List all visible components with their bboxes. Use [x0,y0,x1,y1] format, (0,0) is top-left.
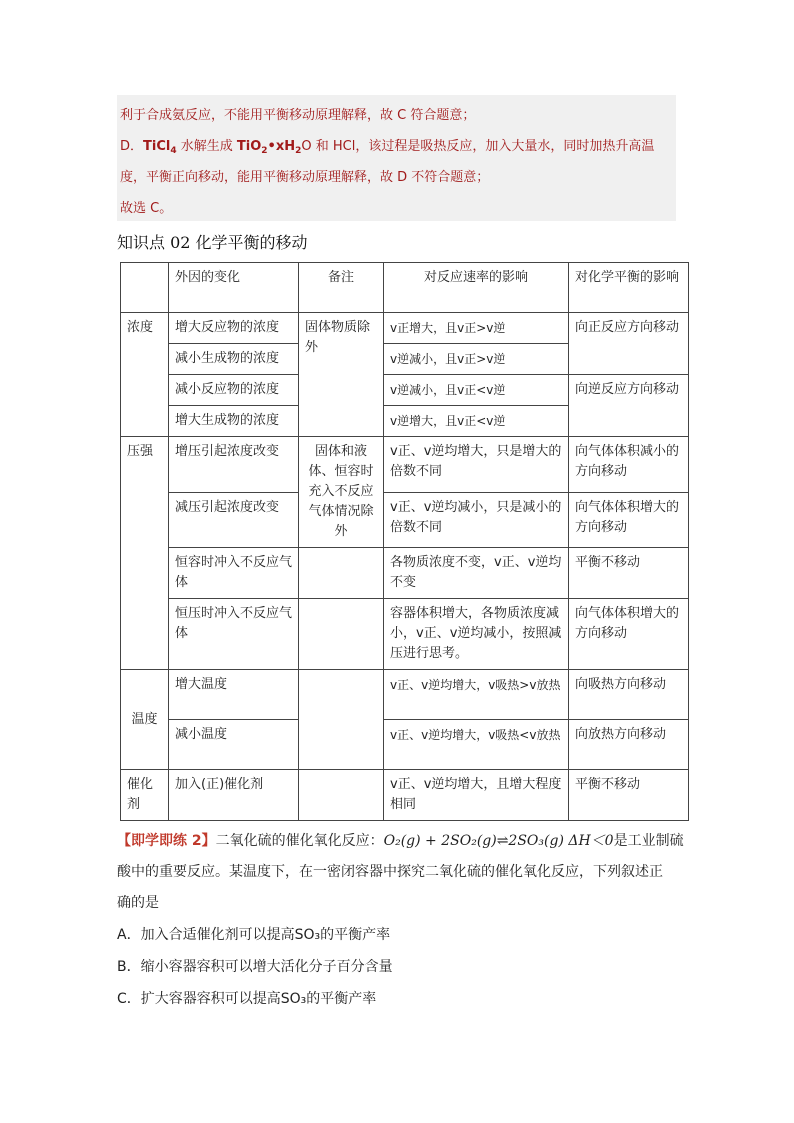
change-cell: 增压引起浓度改变 [169,437,299,493]
header-effect: 对化学平衡的影响 [569,263,689,313]
header-change: 外因的变化 [169,263,299,313]
factor-concentration: 浓度 [121,313,169,437]
rate-cell: v逆减小，且v正<v逆 [384,375,569,406]
exercise-intro-tail: 是工业制硫 [613,833,684,849]
option-a[interactable]: A．加入合适催化剂可以提高SO₃的平衡产率 [117,927,391,943]
xh-formula: •xH [267,139,296,154]
note-pressure: 固体和液体、恒容时充入不反应气体情况除外 [299,437,384,548]
change-cell: 恒容时冲入不反应气体 [169,548,299,599]
option-c[interactable]: C．扩大容器容积可以提高SO₃的平衡产率 [117,991,377,1007]
exercise-line-2: 酸中的重要反应。某温度下，在一密闭容器中探究二氧化硫的催化氧化反应，下列叙述正 [117,864,663,880]
xh-sub: 2 [295,146,302,156]
reaction-equation: O₂(g) + 2SO₂(g)⇌2SO₃(g) ΔH＜0 [383,833,614,849]
effect-cell: 向气体体积减小的方向移动 [569,437,689,493]
answer-line-1: 利于合成氨反应，不能用平衡移动原理解释，故 C 符合题意； [120,108,476,123]
hydrolysis-text: 水解生成 [176,139,237,154]
note-empty [299,548,384,599]
table-row [121,375,689,406]
change-cell: 增大温度 [169,670,299,720]
exercise-intro: 二氧化硫的催化氧化反应： [215,833,384,849]
change-cell: 增大生成物的浓度 [169,406,299,437]
answer-line-3: 度，平衡正向移动，能用平衡移动原理解释，故 D 不符合题意； [120,170,490,185]
change-cell: 增大反应物的浓度 [169,313,299,344]
table-row [121,437,689,493]
effect-cell: 向吸热方向移动 [569,670,689,720]
rate-cell: 各物质浓度不变，v正、v逆均不变 [384,548,569,599]
table-row [121,670,689,720]
effect-cell: 向气体体积增大的方向移动 [569,599,689,670]
exercise-tag: 【即学即练 2】 [117,833,216,849]
note-empty [299,770,384,821]
header-rate: 对反应速率的影响 [384,263,569,313]
table-row [121,599,689,670]
answer-line-4: 故选 C。 [120,201,173,216]
rate-cell: v正、v逆均增大，v吸热<v放热 [384,720,569,770]
line2-rest: O 和 HCl，该过程是吸热反应，加入大量水，同时加热升高温 [301,139,655,154]
factor-temperature: 温度 [121,670,169,770]
note-empty [299,670,384,770]
rate-cell: v逆增大，且v正<v逆 [384,406,569,437]
factor-pressure: 压强 [121,437,169,670]
change-cell: 减压引起浓度改变 [169,492,299,548]
exercise-line-1 [117,830,684,850]
change-cell: 减小温度 [169,720,299,770]
rate-cell: v正、v逆均增大，v吸热>v放热 [384,670,569,720]
equilibrium-shift-table [120,262,689,821]
effect-cell: 平衡不移动 [569,548,689,599]
effect-forward: 向正反应方向移动 [569,313,689,375]
table-row [121,770,689,821]
exercise-line-3: 确的是 [117,895,159,911]
change-cell: 减小生成物的浓度 [169,344,299,375]
option-d-prefix: D． [120,139,144,154]
table-row [121,548,689,599]
effect-cell: 向放热方向移动 [569,720,689,770]
effect-cell: 向气体体积增大的方向移动 [569,492,689,548]
rate-cell: v逆减小，且v正>v逆 [384,344,569,375]
table-header-row [121,263,689,313]
ticl-sub: 4 [170,146,177,156]
section-title: 知识点 02 化学平衡的移动 [117,233,308,252]
table-row [121,313,689,344]
answer-line-2 [120,135,654,154]
header-note: 备注 [299,263,384,313]
factor-catalyst: 催化剂 [121,770,169,821]
rate-cell: 容器体积增大，各物质浓度减小，v正、v逆均减小，按照减压进行思考。 [384,599,569,670]
change-cell: 加入(正)催化剂 [169,770,299,821]
answer-explanation-box [117,95,676,221]
header-blank [121,263,169,313]
effect-reverse: 向逆反应方向移动 [569,375,689,437]
table-row [121,720,689,770]
change-cell: 恒压时冲入不反应气体 [169,599,299,670]
rate-cell: v正、v逆均减小，只是减小的倍数不同 [384,492,569,548]
effect-cell: 平衡不移动 [569,770,689,821]
rate-cell: v正、v逆均增大，且增大程度相同 [384,770,569,821]
rate-cell: v正增大，且v正>v逆 [384,313,569,344]
table-row [121,492,689,548]
note-concentration: 固体物质除外 [299,313,384,437]
ticl-formula: TiCl [143,139,171,154]
change-cell: 减小反应物的浓度 [169,375,299,406]
note-empty [299,599,384,670]
tio-formula: TiO [236,139,262,154]
option-b[interactable]: B．缩小容器容积可以增大活化分子百分含量 [117,959,393,975]
rate-cell: v正、v逆均增大，只是增大的倍数不同 [384,437,569,493]
tio-sub: 2 [261,146,268,156]
